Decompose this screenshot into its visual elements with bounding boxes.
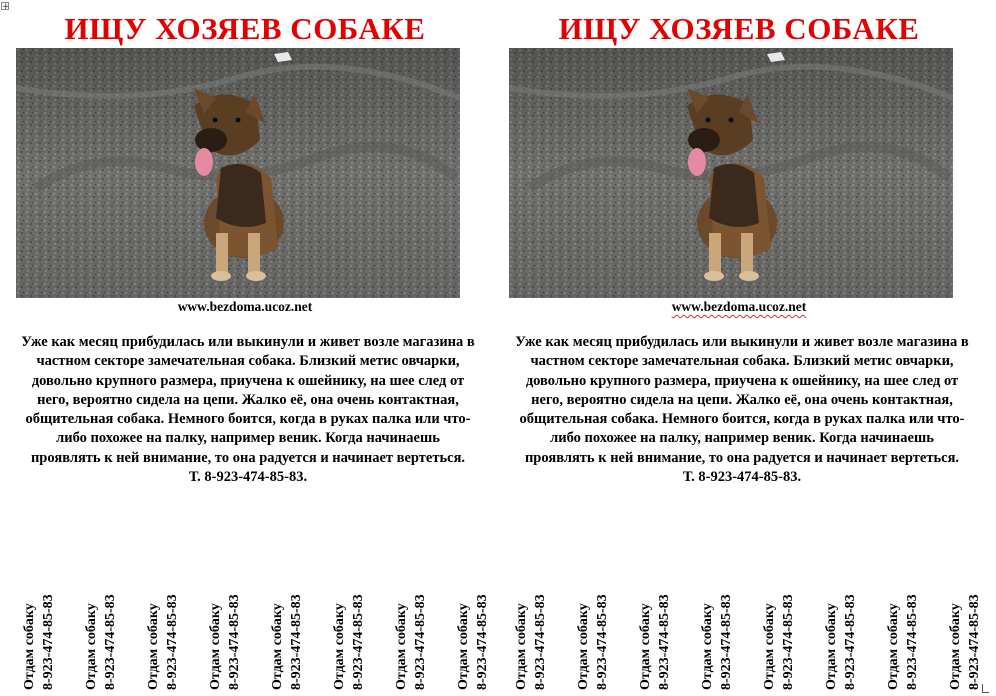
tear-tab-label: Отдам собаку	[886, 603, 901, 690]
tear-tab[interactable]	[944, 540, 996, 690]
anchor-icon: +	[2, 2, 10, 12]
tear-tab-phone: 8-923-474-85-83	[289, 594, 304, 690]
flyer-left	[0, 0, 490, 696]
tear-tab-phone: 8-923-474-85-83	[719, 594, 734, 690]
tear-tab[interactable]	[758, 540, 816, 690]
tear-tab-phone: 8-923-474-85-83	[905, 594, 920, 690]
tear-tab-label: Отдам собаку	[948, 603, 963, 690]
tear-tab-phone: 8-923-474-85-83	[843, 594, 858, 690]
story-text	[20, 333, 476, 487]
flyer-headline: ИЩУ ХОЗЯЕВ СОБАКЕ	[64, 11, 426, 46]
phone-line: Т. 8-923-474-85-83.	[682, 469, 802, 486]
tear-tab-phone: 8-923-474-85-83	[413, 594, 428, 690]
dog-photo-graphic	[509, 48, 953, 298]
tear-tab-label: Отдам собаку	[576, 603, 591, 690]
website-link	[494, 299, 984, 315]
tear-tab-label: Отдам собаку	[762, 603, 777, 690]
tear-tab-label: Отдам собаку	[824, 603, 839, 690]
tear-tab-phone: 8-923-474-85-83	[781, 594, 796, 690]
tear-tab-phone: 8-923-474-85-83	[967, 594, 982, 690]
tear-tab[interactable]	[390, 540, 448, 690]
tear-tab-phone: 8-923-474-85-83	[351, 594, 366, 690]
tear-tab[interactable]	[18, 540, 76, 690]
tear-tab[interactable]	[510, 540, 568, 690]
tear-tab-phone: 8-923-474-85-83	[165, 594, 180, 690]
phone-line: Т. 8-923-474-85-83.	[188, 469, 308, 486]
tear-tab-label: Отдам собаку	[332, 603, 347, 690]
tear-tab-phone: 8-923-474-85-83	[475, 594, 490, 690]
tear-tab[interactable]	[142, 540, 200, 690]
dog-photo	[16, 48, 460, 298]
website-link	[0, 299, 490, 315]
tear-tab-label: Отдам собаку	[270, 603, 285, 690]
tear-tab-phone: 8-923-474-85-83	[657, 594, 672, 690]
tear-tab-phone: 8-923-474-85-83	[41, 594, 56, 690]
tear-tab-label: Отдам собаку	[456, 603, 471, 690]
dog-photo-graphic	[16, 48, 460, 298]
tear-tab[interactable]	[634, 540, 692, 690]
tear-tab-label: Отдам собаку	[22, 603, 37, 690]
corner-mark	[982, 684, 989, 693]
tear-off-tabs	[494, 540, 984, 690]
tear-tab-label: Отдам собаку	[84, 603, 99, 690]
story-paragraph: Уже как месяц прибудилась или выкинули и живет возле магазина в частном секторе замечательная собака. Близкий метис овчарки, довольно крупного размера, приучена к ошейнику, на шее след от него, вероятно сидела на цепи. Жалко её, она очень контактная, общительная собака. Немного боится, когда в руках палка или что-либо похожее на палку, например веник. Когда начинаешь проявлять к ней внимание, то она радуется и начинает вертеться.	[21, 334, 475, 466]
flyer-headline: ИЩУ ХОЗЯЕВ СОБАКЕ	[558, 11, 920, 46]
website-text: www.bezdoma.ucoz.net	[671, 299, 807, 314]
tear-tab[interactable]	[204, 540, 262, 690]
flyer-right	[494, 0, 984, 696]
tear-tab-label: Отдам собаку	[638, 603, 653, 690]
tear-tab-label: Отдам собаку	[394, 603, 409, 690]
tear-tab[interactable]	[820, 540, 878, 690]
tear-tab-label: Отдам собаку	[146, 603, 161, 690]
story-paragraph: Уже как месяц прибудилась или выкинули и живет возле магазина в частном секторе замечательная собака. Близкий метис овчарки, довольно крупного размера, приучена к ошейнику, на шее след от него, вероятно сидела на цепи. Жалко её, она очень контактная, общительная собака. Немного боится, когда в руках палка или что-либо похожее на палку, например веник. Когда начинаешь проявлять к ней внимание, то она радуется и начинает вертеться.	[515, 334, 969, 466]
tear-tab-label: Отдам собаку	[700, 603, 715, 690]
tear-tab-phone: 8-923-474-85-83	[103, 594, 118, 690]
tear-tab-phone: 8-923-474-85-83	[533, 594, 548, 690]
tear-off-tabs	[0, 540, 490, 690]
story-text	[514, 333, 970, 487]
tear-tab-phone: 8-923-474-85-83	[227, 594, 242, 690]
tear-tab[interactable]	[266, 540, 324, 690]
tear-tab-label: Отдам собаку	[208, 603, 223, 690]
tear-tab[interactable]	[572, 540, 630, 690]
tear-tab-phone: 8-923-474-85-83	[595, 594, 610, 690]
tear-tab[interactable]	[80, 540, 138, 690]
tear-tab[interactable]	[328, 540, 386, 690]
tear-tab[interactable]	[696, 540, 754, 690]
website-text: www.bezdoma.ucoz.net	[177, 299, 313, 314]
tear-tab-label: Отдам собаку	[514, 603, 529, 690]
tear-tab[interactable]	[882, 540, 940, 690]
dog-photo	[509, 48, 953, 298]
